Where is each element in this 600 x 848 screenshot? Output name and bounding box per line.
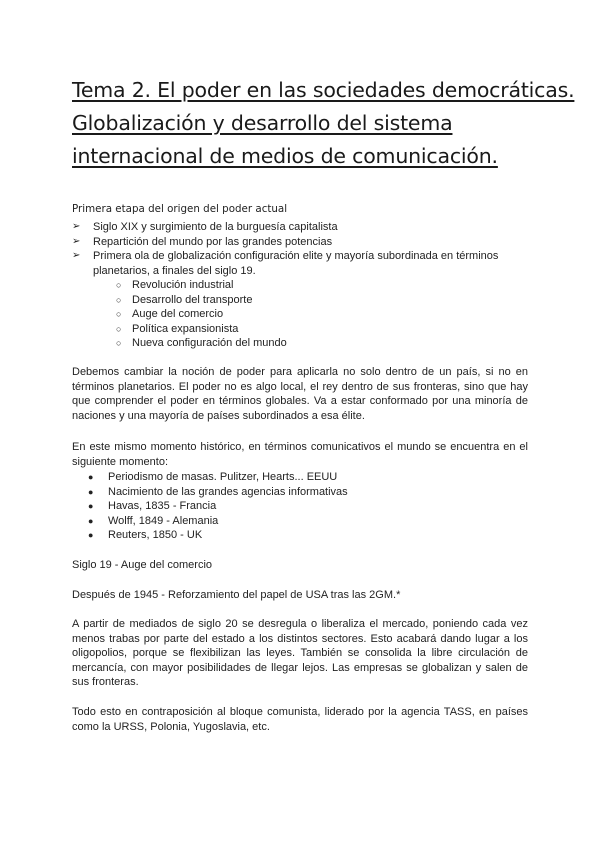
sub-list-item-text: Revolución industrial <box>132 279 234 291</box>
list-item-text: Repartición del mundo por las grandes potencias <box>93 235 333 248</box>
list-item <box>88 499 348 514</box>
circle-bullet-icon: ○ <box>116 323 122 334</box>
text-line: Siglo 19 - Auge del comercio <box>72 559 213 571</box>
sub-list <box>72 278 532 351</box>
title-line: Tema 2. El poder en las sociedades democráticas. <box>72 78 575 102</box>
section-heading: Primera etapa del origen del poder actual <box>72 203 288 215</box>
list-item-text: Nacimiento de las grandes agencias informativas <box>108 485 348 498</box>
title-line: internacional de medios de comunicación. <box>72 144 498 168</box>
bullet-list <box>88 470 348 543</box>
sub-list-item <box>116 322 532 337</box>
paragraph: En este mismo momento histórico, en términos comunicativos el mundo se encuentra en el siguiente momento: <box>72 441 528 468</box>
list-item-text: Havas, 1835 - Francia <box>108 500 217 512</box>
dot-bullet-icon: ● <box>88 501 94 511</box>
list-item-text: Primera ola de globalización configuración elite y mayoría subordinada en términos planetarios, a finales del siglo 19. <box>93 250 499 277</box>
arrow-bullet-icon: ➢ <box>72 250 81 261</box>
paragraph: Todo esto en contraposición al bloque comunista, liderado por la agencia TASS, en países como la URSS, Polonia, Yugoslavia, etc. <box>72 706 528 733</box>
list-item-text: Siglo XIX y surgimiento de la burguesía capitalista <box>93 221 338 233</box>
arrow-list <box>72 220 532 351</box>
list-item-text: Wolff, 1849 - Alemania <box>108 514 219 527</box>
list-item <box>88 470 348 485</box>
circle-bullet-icon: ○ <box>116 309 122 319</box>
text-line: Después de 1945 - Reforzamiento del papel de USA tras las 2GM.* <box>72 589 401 601</box>
title-line: Globalización y desarrollo del sistema <box>72 111 453 135</box>
sub-list-item-text: Política expansionista <box>132 322 239 335</box>
sub-list-item <box>116 278 532 293</box>
sub-list-item-text: Nueva configuración del mundo <box>132 337 287 349</box>
paragraph: A partir de mediados de siglo 20 se desregula o liberaliza el mercado, poniendo cada vez menos trabas por parte del estado a los distintos sectores. Esto acabará dando lugar a los oligopolios, porque se flexibilizan las leyes. También se consolida la libre circulación de mercancía, con mayor posibilidades de llegar lejos. Las empresas se globalizan y salen de sus fronteras. <box>72 618 528 688</box>
sub-list-item-text: Auge del comercio <box>132 308 224 320</box>
list-item-text: Periodismo de masas. Pulitzer, Hearts... EEUU <box>108 471 338 483</box>
arrow-bullet-icon: ➢ <box>72 235 81 247</box>
list-item <box>88 485 348 500</box>
list-item <box>72 220 532 235</box>
circle-bullet-icon: ○ <box>116 280 122 290</box>
sub-list-item-text: Desarrollo del transporte <box>132 293 253 306</box>
list-item-text: Reuters, 1850 - UK <box>108 529 203 541</box>
sub-list-item <box>116 293 532 308</box>
list-item <box>88 528 348 543</box>
dot-bullet-icon: ● <box>88 486 94 497</box>
page-title <box>72 74 575 173</box>
sub-list-item <box>116 307 532 322</box>
dot-bullet-icon: ● <box>88 515 94 526</box>
list-item <box>88 514 348 529</box>
list-item <box>72 249 532 278</box>
circle-bullet-icon: ○ <box>116 338 122 348</box>
dot-bullet-icon: ● <box>88 530 94 540</box>
arrow-bullet-icon: ➢ <box>72 221 81 232</box>
circle-bullet-icon: ○ <box>116 294 122 305</box>
sub-list-item <box>116 336 532 351</box>
dot-bullet-icon: ● <box>88 472 94 482</box>
list-item <box>72 235 532 250</box>
paragraph: Debemos cambiar la noción de poder para aplicarla no solo dentro de un país, si no en términos planetarios. El poder no es algo local, el rey dentro de sus fronteras, sino que hay que comprender el poder en términos globales. Va a estar conformado por una minoría de naciones y una mayoría de países subordinados a esa élite. <box>72 366 528 422</box>
